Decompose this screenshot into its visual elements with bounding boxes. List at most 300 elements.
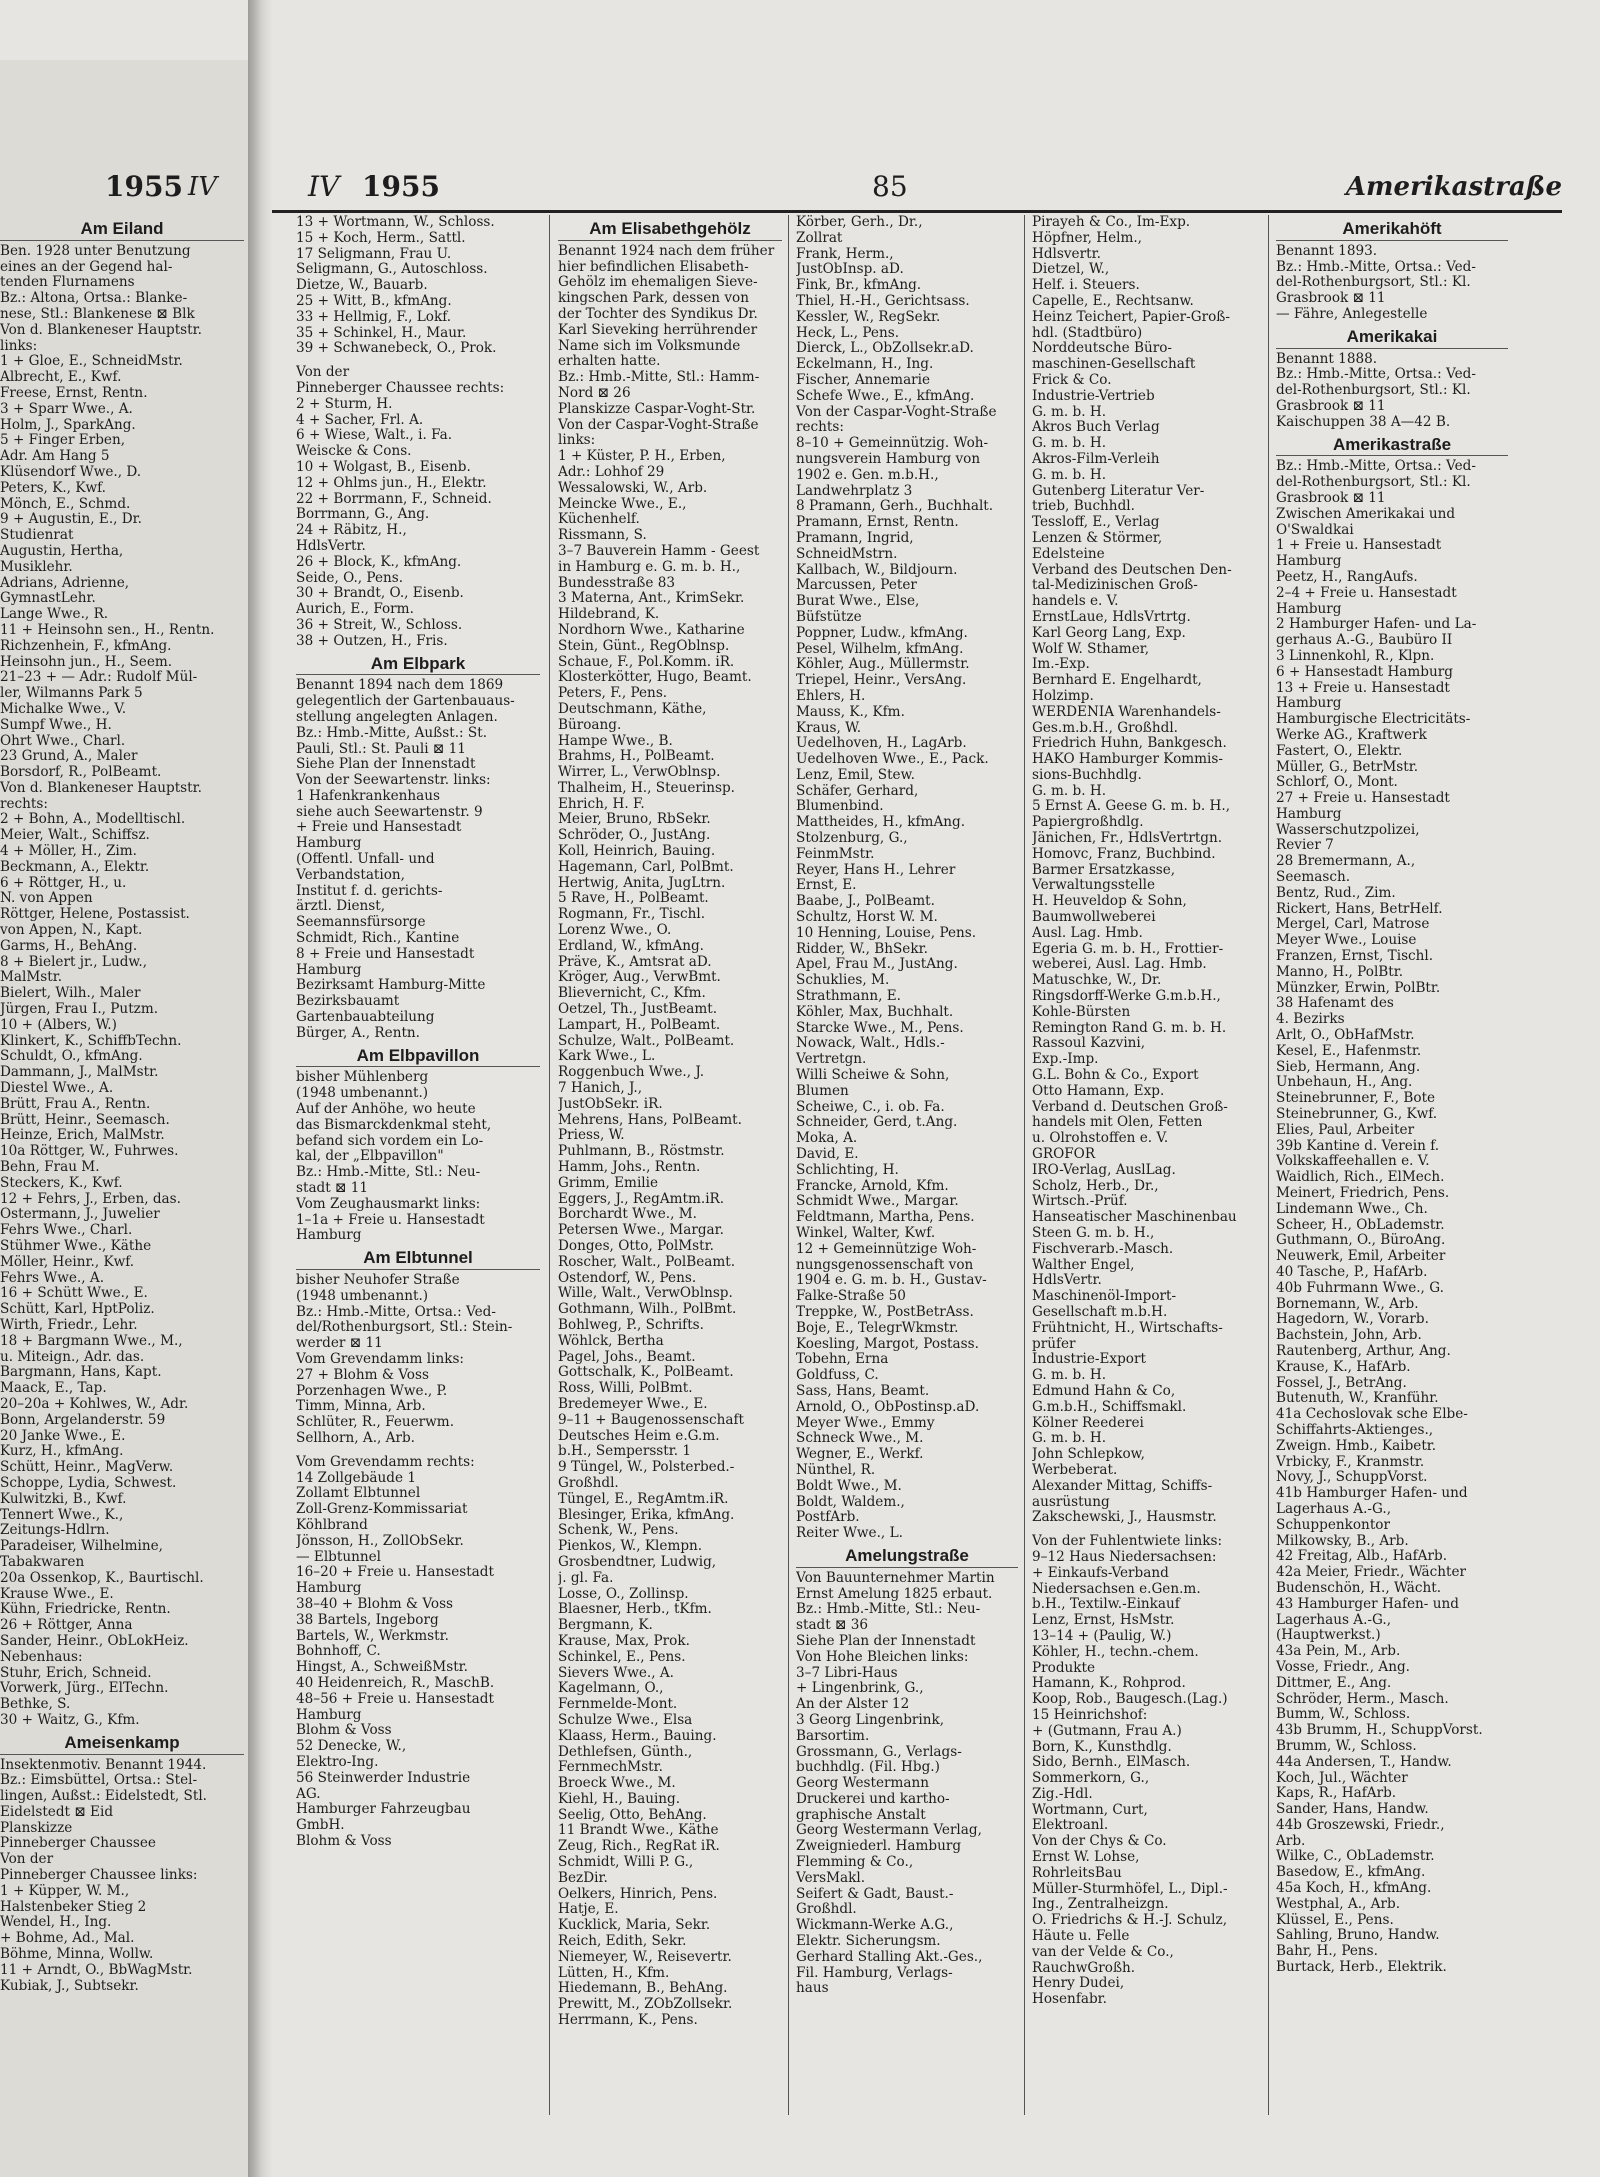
entry-line: Egeria G. m. b. H., Frottier- (1032, 941, 1224, 957)
entry-line: Ernst, E. (796, 878, 857, 894)
entry-line: Bz.: Hmb.-Mitte, Stl.: Neu- (796, 1602, 981, 1618)
entry-line: Dammann, J., MalMstr. (0, 1065, 159, 1081)
entry-line: Tobehn, Erna (796, 1352, 889, 1368)
entry-line: Kagelmann, O., (558, 1681, 664, 1697)
entry-line: 35 + Schinkel, H., Maur. (296, 325, 467, 341)
entry-line: Heinz Teichert, Papier-Groß- (1032, 309, 1230, 325)
entry-line: Scheiwe, C., i. ob. Fa. (796, 1099, 945, 1115)
entry-line: Papiergroßhdlg. (1032, 815, 1144, 831)
entry-line: Bürger, A., Rentn. (296, 1025, 420, 1041)
entry-line: Willi Scheiwe & Sohn, (796, 1068, 950, 1084)
entry-line: del-Rothenburgsort, Stl.: Kl. (1276, 475, 1471, 491)
entry-line: eines an der Gegend hal- (0, 259, 173, 275)
entry-line: Rogmann, Fr., Tischl. (558, 907, 706, 923)
entry-line: Nowack, Walt., Hdls.- (796, 1036, 945, 1052)
entry-line: Prewitt, M., ZObZollsekr. (558, 1997, 733, 2013)
entry-line: Freese, Ernst, Rentn. (0, 385, 148, 401)
entry-line: Karl Sieveking herrührender (558, 322, 758, 338)
entry-line: Deutschmann, Käthe, (558, 701, 707, 717)
entry-line: Stühmer Wwe., Käthe (0, 1239, 152, 1254)
entry-line: Großhdl. (796, 1902, 857, 1918)
entry-line: Hildebrand, K. (558, 607, 660, 623)
entry-line: 9 Tüngel, W., Polsterbed.- (558, 1460, 735, 1476)
entry-line: Pinneberger Chaussee rechts: (296, 380, 505, 396)
entry-line: Präve, K., Amtsrat aD. (558, 954, 712, 970)
entry-line: Hingst, A., SchweißMstr. (296, 1660, 468, 1676)
entry-line: 56 Steinwerder Industrie (296, 1770, 471, 1786)
entry-line: Ben. 1928 unter Benutzung (0, 243, 191, 259)
entry-line: Koop, Rob., Baugesch.(Lag.) (1032, 1692, 1228, 1708)
entry-line: 11 Brandt Wwe., Käthe (558, 1823, 719, 1839)
entry-line: Bz.: Hmb.-Mitte, Außst.: St. (296, 725, 488, 741)
entry-line: Zweign. Hmb., Kaibetr. (1276, 1438, 1437, 1454)
entry-line: weberei, Ausl. Lag. Hmb. (1032, 957, 1207, 973)
entry-line: Wilke, C., ObLademstr. (1276, 1849, 1435, 1865)
entry-line: Jürgen, Frau I., Putzm. (0, 1002, 159, 1018)
entry-line: Höpfner, Helm., (1032, 230, 1142, 246)
entry-line: Bargmann, Hans, Kapt. (0, 1365, 162, 1381)
entry-line: Bezirksbauamt (296, 994, 400, 1010)
entry-line: siehe auch Seewartenstr. 9 (296, 804, 483, 820)
entry-line: Planskizze (0, 1820, 73, 1836)
entry-line: Hagemann, Carl, PolBmt. (558, 859, 734, 875)
entry-line: Diestel Wwe., A. (0, 1081, 114, 1097)
entry-line: Ing., Zentralheizgn. (1032, 1897, 1169, 1913)
entry-line: 5 Ernst A. Geese G. m. b. H., (1032, 799, 1231, 815)
entry-line: Körber, Gerh., Dr., (796, 215, 923, 230)
entry-line: Rickert, Hans, BetrHelf. (1276, 901, 1443, 917)
entry-line: 10a Röttger, W., Fuhrwes. (0, 1144, 179, 1160)
entry-line: Bonn, Argelanderstr. 59 (0, 1412, 166, 1428)
entry-line: G. m. b. H. (1032, 1368, 1107, 1384)
entry-line: Bz.: Altona, Ortsa.: Blanke- (0, 291, 188, 307)
entry-line: Bergmann, K. (558, 1618, 653, 1634)
entry-line: ErnstLaue, HdlsVrtrtg. (1032, 609, 1191, 625)
entry-line: Wöhlck, Bertha (558, 1333, 664, 1349)
entry-line: 9 + Augustin, E., Dr. (0, 512, 143, 528)
entry-line: Kaischuppen 38 A—42 B. (1276, 414, 1451, 430)
entry-line: Gutenberg Literatur Ver- (1032, 483, 1205, 499)
entry-line: rechts: (796, 420, 844, 436)
entry-line: Feldtmann, Martha, Pens. (796, 1210, 975, 1226)
entry-line: 3 + Sparr Wwe., A. (0, 401, 133, 417)
entry-line: Fehrs Wwe., A. (0, 1270, 105, 1286)
entry-line: HdlsVertr. (296, 538, 366, 554)
entry-line: Ostermann, J., Juwelier (0, 1207, 160, 1223)
entry-line: HAKO Hamburger Kommis- (1032, 752, 1223, 768)
entry-line: Schoppe, Lydia, Schwest. (0, 1475, 177, 1491)
entry-line: 3–7 Bauverein Hamm - Geest (558, 543, 760, 559)
entry-line: Grimm, Emilie (558, 1175, 659, 1191)
entry-line: Lorenz Wwe., O. (558, 923, 672, 939)
entry-line: Wickmann-Werke A.G., (796, 1918, 954, 1934)
entry-line: Stein, Günt., RegOblnsp. (558, 638, 730, 654)
entry-line: van der Velde & Co., (1032, 1944, 1174, 1960)
entry-line: Frank, Herm., (796, 246, 894, 262)
entry-line: Blumenbind. (796, 799, 884, 815)
entry-line: Michalke Wwe., V. (0, 701, 127, 717)
entry-line: Kühn, Friedricke, Rentn. (0, 1602, 171, 1618)
entry-line: Oelkers, Hinrich, Pens. (558, 1886, 718, 1902)
street-heading: Amerikastraße (1276, 431, 1508, 457)
entry-line: Tüngel, E., RegAmtm.iR. (558, 1491, 729, 1507)
entry-line: Niedersachsen e.Gen.m. (1032, 1581, 1201, 1597)
entry-line: Arb. (1276, 1833, 1306, 1849)
entry-line: j. gl. Fa. (558, 1570, 614, 1586)
entry-line: ärztl. Dienst, (296, 899, 386, 915)
column-divider (788, 215, 789, 2115)
entry-line: Im.-Exp. (1032, 657, 1090, 673)
entry-line: del/Rothenburgsort, Stl.: Stein- (296, 1320, 513, 1336)
entry-line: Beckmann, A., Elektr. (0, 859, 150, 875)
entry-line: IRO-Verlag, AuslLag. (1032, 1162, 1176, 1178)
column-divider (1024, 215, 1025, 2115)
entry-line: 38 Hafenamt des (1276, 996, 1394, 1012)
entry-line: Bz.: Hmb.-Mitte, Ortsa.: Ved- (296, 1304, 496, 1320)
entry-line: Tennert Wwe., K., (0, 1507, 124, 1523)
entry-line: Hertwig, Anita, JugLtrn. (558, 875, 726, 891)
entry-line: gerhaus A.-G., Baubüro II (1276, 633, 1453, 649)
entry-line: G. m. b. H. (1032, 467, 1107, 483)
entry-line: Frick & Co. (1032, 372, 1112, 388)
entry-line: Zakschewski, J., Hausmstr. (1032, 1510, 1217, 1526)
entry-line: Adrians, Adrienne, (0, 575, 130, 591)
left-page-column (0, 215, 244, 1994)
entry-line: Wortmann, Curt, (1032, 1802, 1148, 1818)
entry-line: Tessloff, E., Verlag (1032, 515, 1160, 531)
entry-line: Benannt 1888. (1276, 351, 1378, 367)
entry-line: handels mit Ölen, Fetten (1032, 1115, 1203, 1131)
entry-line: Kraus, W. (796, 720, 862, 736)
entry-line: hdl. (Stadtbüro) (1032, 325, 1143, 341)
entry-line: Hatje, E. (558, 1902, 619, 1918)
entry-line: Timm, Minna, Arb. (296, 1399, 426, 1415)
entry-line: Elies, Paul, Arbeiter (1276, 1122, 1415, 1138)
entry-line: Holzimp. (1032, 688, 1094, 704)
entry-line: Großhdl. (558, 1475, 619, 1491)
entry-line: Zollrat (796, 230, 843, 246)
entry-line: Mehrens, Hans, PolBeamt. (558, 1112, 742, 1128)
entry-line: Ges.m.b.H., Großhdl. (1032, 720, 1179, 736)
entry-line: 30 + Brandt, O., Eisenb. (296, 586, 464, 602)
entry-line: Scholz, Herb., Dr., (1032, 1178, 1159, 1194)
entry-line: Edelsteine (1032, 546, 1105, 562)
entry-line: Wessalowski, W., Arb. (558, 480, 708, 496)
entry-line: + Lingenbrink, G., (796, 1681, 924, 1697)
entry-line (296, 1447, 540, 1455)
entry-line: del-Rothenburgsort, Stl.: Kl. (1276, 383, 1471, 399)
entry-line: Rautenberg, Arthur, Ang. (1276, 1343, 1451, 1359)
entry-line: Butenuth, W., Kranführ. (1276, 1391, 1439, 1407)
entry-line: Rissmann, S. (558, 528, 647, 544)
entry-line: Schröder, Herm., Masch. (1276, 1691, 1449, 1707)
entry-line: Bohnhoff, C. (296, 1644, 381, 1660)
entry-line: 6 + Wiese, Walt., i. Fa. (296, 428, 453, 444)
entry-line: Blohm & Voss (296, 1723, 392, 1739)
entry-line: Paradeiser, Wilhelmine, (0, 1539, 163, 1555)
entry-line: 24 + Räbitz, H., (296, 523, 407, 539)
entry-line: Helf. i. Steuers. (1032, 278, 1140, 294)
entry-line: Sander, Hans, Handw. (1276, 1802, 1429, 1818)
entry-line: 15 + Koch, Herm., Sattl. (296, 230, 466, 246)
entry-line: Donges, Otto, PolMstr. (558, 1239, 714, 1254)
entry-line: Peters, F., Pens. (558, 686, 668, 702)
entry-line: Von der (0, 1852, 54, 1868)
entry-line: Bachstein, John, Arb. (1276, 1328, 1422, 1344)
right-page (272, 60, 1600, 2177)
entry-line: Bethke, S. (0, 1697, 71, 1713)
entry-line: Walther Engel, (1032, 1257, 1135, 1273)
entry-line: Heinze, Erich, MalMstr. (0, 1128, 165, 1144)
entry-line: Schäfer, Gerhard, (796, 783, 919, 799)
entry-line: Krause, K., HafArb. (1276, 1359, 1411, 1375)
entry-line: Uedelhoven Wwe., E., Pack. (796, 752, 989, 768)
column-divider (549, 215, 550, 2115)
entry-line: 30 + Waitz, G., Kfm. (0, 1712, 140, 1728)
entry-line: Gartenbauabteilung (296, 1010, 435, 1026)
entry-line: Klosterkötter, Hugo, Beamt. (558, 670, 752, 686)
entry-line: Uedelhoven, H., LagArb. (796, 736, 967, 752)
entry-line: 43b Brumm, H., SchuppVorst. (1276, 1723, 1483, 1739)
entry-line: SchneidMstrn. (796, 546, 898, 562)
entry-line: Schröder, O., JustAng. (558, 828, 711, 844)
entry-line: Schneider, Gerd, t.Ang. (796, 1115, 958, 1131)
entry-line: Thalheim, H., Steuerinsp. (558, 780, 735, 796)
entry-line: 8–10 + Gemeinnützig. Woh- (796, 436, 989, 452)
entry-line: Maack, E., Tap. (0, 1381, 107, 1397)
entry-line: N. von Appen (0, 891, 93, 907)
entry-line: Norddeutsche Büro- (1032, 341, 1172, 357)
entry-line: 15 Heinrichshof: (1032, 1707, 1148, 1723)
street-heading: Am Elisabethgehölz (558, 215, 782, 241)
entry-line: 1 + Gloe, E., SchneidMstr. (0, 354, 183, 370)
entry-line: 20–20a + Kohlwes, W., Adr. (0, 1396, 189, 1412)
entry-line: 38–40 + Blohm & Voss (296, 1596, 454, 1612)
entry-line: HdlsVertr. (1032, 1273, 1102, 1289)
entry-line: 12 + Fehrs, J., Erben, das. (0, 1191, 181, 1207)
entry-line: 2 + Sturm, H. (296, 396, 393, 412)
entry-line: Name sich im Volksmunde (558, 338, 741, 354)
entry-line: Sumpf Wwe., H. (0, 717, 112, 733)
entry-line: Marcussen, Peter (796, 578, 917, 594)
entry-line: Starcke Wwe., M., Pens. (796, 1020, 964, 1036)
entry-line: Novy, J., SchuppVorst. (1276, 1470, 1428, 1486)
entry-line: Elektr. Sicherungsm. (796, 1934, 941, 1950)
entry-line: 3–7 Libri-Haus (796, 1665, 898, 1681)
entry-line: Oetzel, Th., JustBeamt. (558, 1002, 718, 1018)
entry-line: befand sich vordem ein Lo- (296, 1133, 484, 1149)
entry-line: Losse, O., Zollinsp. (558, 1586, 689, 1602)
entry-line: Fastert, O., Elektr. (1276, 743, 1403, 759)
entry-line: Blaesner, Herb., tKfm. (558, 1602, 712, 1618)
entry-line: Lenzen & Störmer, (1032, 530, 1163, 546)
entry-line: Kröger, Aug., VerwBmt. (558, 970, 721, 986)
entry-line: Ehrich, H. F. (558, 796, 645, 812)
entry-line: Nordhorn Wwe., Katharine (558, 622, 745, 638)
entry-line: Schütt, Heinr., MagVerw. (0, 1460, 174, 1476)
entry-line: + Bohme, Ad., Mal. (0, 1931, 135, 1947)
entry-line: Henry Dudei, (1032, 1976, 1125, 1992)
entry-line: Von Hohe Bleichen links: (796, 1649, 969, 1665)
entry-line: Arnold, O., ObPostinsp.aD. (796, 1399, 980, 1415)
entry-line: buchhdlg. (Fil. Hbg.) (796, 1760, 940, 1776)
entry-line: Bz.: Hmb.-Mitte, Stl.: Hamm- (558, 370, 760, 386)
entry-line: Kiehl, H., Bauing. (558, 1791, 681, 1807)
entry-line: Thiel, H.-H., Gerichtsass. (796, 293, 970, 309)
entry-line: Porzenhagen Wwe., P. (296, 1383, 448, 1399)
entry-line: Hamburg (296, 1707, 362, 1723)
entry-line: Bz.: Hmb.-Mitte, Ortsa.: Ved- (1276, 459, 1476, 475)
entry-line: Vrbicky, F., Kranmstr. (1276, 1454, 1425, 1470)
entry-line: 52 Denecke, W., (296, 1739, 407, 1755)
entry-line: Heck, L., Pens. (796, 325, 900, 341)
left-page-header (0, 170, 240, 206)
entry-line: Falke-Straße 50 (796, 1289, 906, 1305)
entry-line: Hampe Wwe., B. (558, 733, 673, 749)
entry-line: Köhler, Max, Buchhalt. (796, 1004, 954, 1020)
entry-line: Köhler, H., techn.-chem. (1032, 1644, 1199, 1660)
entry-line: Flemming & Co., (796, 1855, 914, 1871)
entry-line: + Freie und Hansestadt (296, 820, 462, 836)
entry-line: Gottschalk, K., PolBeamt. (558, 1365, 734, 1381)
entry-line: VersMakl. (796, 1870, 866, 1886)
entry-line: Stolzenburg, G., (796, 831, 908, 847)
entry-line: Steinebrunner, F., Bote (1276, 1091, 1436, 1107)
entry-line: Halstenbeker Stieg 2 (0, 1899, 147, 1915)
entry-line: hier befindlichen Elisabeth- (558, 259, 749, 275)
entry-line: Roggenbuch Wwe., J. (558, 1065, 705, 1081)
entry-line: Lampart, H., PolBeamt. (558, 1017, 721, 1033)
entry-line: Eidelstedt ⊠ Eid (0, 1804, 114, 1820)
directory-column-1 (296, 215, 540, 1850)
entry-line: Treppke, W., PostBetrAss. (796, 1304, 974, 1320)
entry-line: Grossmann, G., Verlags- (796, 1744, 962, 1760)
entry-line: Borrmann, G., Ang. (296, 507, 430, 523)
entry-line: Vom Grevendamm links: (296, 1351, 464, 1367)
street-heading: Am Elbpark (296, 650, 540, 676)
left-page (0, 60, 250, 2177)
entry-line: Triepel, Heinr., VersAng. (796, 673, 967, 689)
entry-line: Seemasch. (1276, 870, 1351, 886)
entry-line: John Schlepkow, (1032, 1447, 1146, 1463)
entry-line: 22 + Borrmann, F., Schneid. (296, 491, 492, 507)
entry-line (296, 357, 540, 365)
entry-line: Lütten, H., Kfm. (558, 1965, 670, 1981)
entry-line: 44a Andersen, T., Handw. (1276, 1754, 1452, 1770)
entry-line: ausrüstung (1032, 1494, 1110, 1510)
left-page-year: 1955 (105, 170, 183, 203)
entry-line: 13 + Wortmann, W., Schloss. (296, 215, 495, 230)
entry-line: stadt ⊠ 11 (296, 1181, 369, 1197)
entry-line: Bumm, W., Schloss. (1276, 1707, 1411, 1723)
entry-line: Meier, Walt., Schiffsz. (0, 828, 150, 844)
entry-line: Fehrs Wwe., Charl. (0, 1223, 133, 1239)
entry-line: Westphal, A., Arb. (1276, 1896, 1401, 1912)
entry-line: Boldt Wwe., M. (796, 1478, 902, 1494)
entry-line: erhalten hatte. (558, 354, 661, 370)
entry-line: 9–11 + Baugenossenschaft (558, 1412, 745, 1428)
entry-line: Pramann, Ernst, Rentn. (796, 515, 959, 531)
entry-line: Verbandstation, (296, 867, 405, 883)
entry-line: 1904 e. G. m. b. H., Gustav- (796, 1273, 987, 1289)
entry-line: (Öffentl. Unfall- und (296, 852, 435, 868)
entry-line: b.H., Textilw.-Einkauf (1032, 1597, 1180, 1613)
entry-line: 8 + Freie und Hansestadt (296, 946, 475, 962)
entry-line: Seelig, Otto, BehAng. (558, 1807, 707, 1823)
entry-line: Erdland, W., kfmAng. (558, 938, 704, 954)
entry-line: werder ⊠ 11 (296, 1336, 383, 1352)
entry-line: Elektroanl. (1032, 1818, 1109, 1834)
entry-line: Wendel, H., Ing. (0, 1915, 112, 1931)
entry-line: Schenk, W., Pens. (558, 1523, 679, 1539)
entry-line: Kallbach, W., Bildjourn. (796, 562, 958, 578)
entry-line: Vorwerk, Jürg., ElTechn. (0, 1681, 169, 1697)
entry-line: — Fähre, Anlegestelle (1276, 306, 1428, 322)
entry-line: Ostendorf, W., Pens. (558, 1270, 697, 1286)
entry-line: Schuklies, M. (796, 973, 890, 989)
entry-line: Meyer Wwe., Emmy (796, 1415, 935, 1431)
street-heading: Amelungstraße (796, 1542, 1018, 1568)
entry-line: haus (796, 1981, 829, 1997)
entry-line: Schultz, Horst W. M. (796, 910, 938, 926)
entry-line: Möller, Heinr., Kwf. (0, 1254, 135, 1270)
entry-line: Hamburg (1276, 696, 1342, 712)
entry-line: in Hamburg e. G. m. b. H., (558, 559, 741, 575)
entry-line: + Einkaufs-Verband (1032, 1565, 1169, 1581)
entry-line: Klüssel, E., Pens. (1276, 1912, 1394, 1928)
entry-line: Borchardt Wwe., M. (558, 1207, 697, 1223)
entry-line: kingschen Park, dessen von (558, 291, 749, 307)
entry-line: 41b Hamburger Hafen- und (1276, 1486, 1468, 1502)
entry-line: Von d. Blankeneser Hauptstr. (0, 322, 202, 338)
entry-line: Hosenfabr. (1032, 1992, 1107, 2008)
entry-line: Petersen Wwe., Margar. (558, 1223, 724, 1239)
entry-line: nungsgenossenschaft von (796, 1257, 974, 1273)
entry-line: Hdlsvertr. (1032, 246, 1101, 262)
entry-line: Fil. Hamburg, Verlags- (796, 1965, 953, 1981)
entry-line: Lenz, Emil, Stew. (796, 767, 915, 783)
entry-line: Verband d. Deutschen Groß- (1032, 1099, 1228, 1115)
entry-line: 38 Bartels, Ingeborg (296, 1612, 439, 1628)
entry-line: Milkowsky, B., Arb. (1276, 1533, 1409, 1549)
entry-line: Revier 7 (1276, 838, 1334, 854)
entry-line: Bezirksamt Hamburg-Mitte (296, 978, 486, 994)
directory-column-2 (558, 215, 782, 2029)
entry-line: Puhlmann, B., Röstmstr. (558, 1144, 725, 1160)
entry-line: graphische Anstalt (796, 1807, 926, 1823)
entry-line: 40b Fuhrmann Wwe., G. (1276, 1280, 1444, 1296)
entry-line: Insektenmotiv. Benannt 1944. (0, 1757, 207, 1773)
entry-line: Siehe Plan der Innenstadt (296, 757, 476, 773)
entry-line: AG. (296, 1786, 321, 1802)
entry-line: Grosbendtner, Ludwig, (558, 1554, 717, 1570)
entry-line: Boje, E., TelegrWkmstr. (796, 1320, 959, 1336)
entry-line: Blohm & Voss (296, 1833, 392, 1849)
entry-line: H. Heuveldop & Sohn, (1032, 894, 1187, 910)
entry-line: Lange Wwe., R. (0, 607, 109, 623)
entry-line: Herrmann, K., Pens. (558, 2013, 698, 2029)
entry-line: Wegner, E., Werkf. (796, 1447, 924, 1463)
street-range-title: Amerikastraße (1345, 172, 1562, 202)
entry-line: Müller, G., BetrMstr. (1276, 759, 1419, 775)
entry-line: Goldfuss, C. (796, 1368, 879, 1384)
entry-line: Lenz, Ernst, HsMstr. (1032, 1613, 1175, 1629)
entry-line: Müller-Sturmhöfel, L., Dipl.- (1032, 1881, 1228, 1897)
entry-line: Seifert & Gadt, Baust.- (796, 1886, 954, 1902)
entry-line: 16–20 + Freie u. Hansestadt (296, 1565, 494, 1581)
entry-line: Friedrich Huhn, Bankgesch. (1032, 736, 1227, 752)
entry-line: BezDir. (558, 1870, 608, 1886)
